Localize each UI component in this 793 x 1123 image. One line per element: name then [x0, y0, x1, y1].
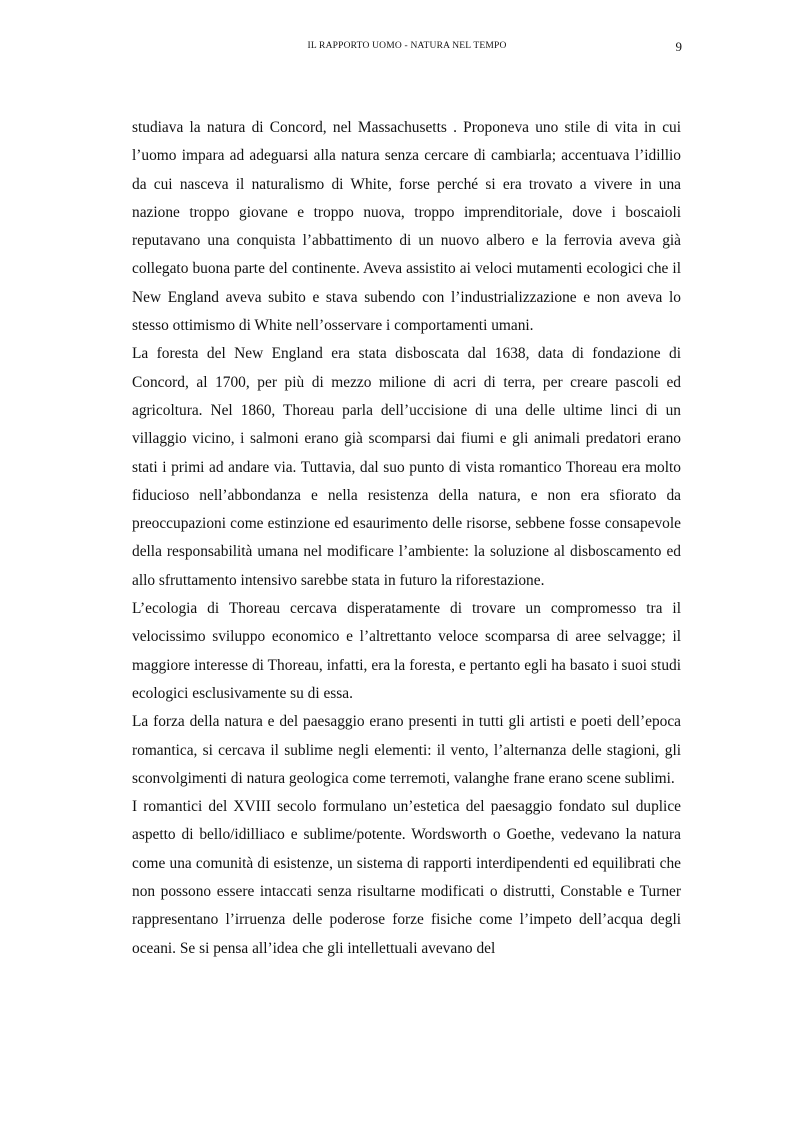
paragraph-4: La forza della natura e del paesaggio erano presenti in tutti gli artisti e poeti dell’epoca romantica, si cercava il sublime negli elementi: il vento, l’alternanza delle stagioni, gli sconvolgimenti di natura geologica come terremoti, valanghe frane erano scene sublimi. [132, 713, 681, 787]
paragraph-1: studiava la natura di Concord, nel Massachusetts . Proponeva uno stile di vita in cui l’uomo impara ad adeguarsi alla natura senza cercare di cambiarla; accentuava l’idillio da cui nasceva il naturalismo di White, forse perché si era trovato a vivere in una nazione troppo giovane e troppo nuova, troppo imprenditoriale, dove i boscaioli reputavano una conquista l’abbattimento di un nuovo albero e la ferrovia aveva già collegato buona parte del continente. Aveva assistito ai veloci mutamenti ecologici che il New England aveva subito e stava subendo con l’industrializzazione e non aveva lo stesso ottimismo di White nell’osservare i comportamenti umani. [132, 119, 681, 335]
paragraph-2: La foresta del New England era stata disboscata dal 1638, data di fondazione di Concord, al 1700, per più di mezzo milione di acri di terra, per creare pascoli ed agricoltura. Nel 1860, Thoreau parla dell’uccisione di una delle ultime linci di un villaggio vicino, i salmoni erano già scomparsi dai fiumi e gli animali predatori erano stati i primi ad andare via. Tuttavia, dal suo punto di vista romantico Thoreau era molto fiducioso nell’abbondanza e nella resistenza della natura, e non era sfiorato da preoccupazioni come estinzione ed esaurimento delle risorse, sebbene fosse consapevole della responsabilità umana nel modificare l’ambiente: la soluzione al disboscamento ed allo sfruttamento intensivo sarebbe stata in futuro la riforestazione. [132, 345, 681, 589]
paragraph-5: I romantici del XVIII secolo formulano un’estetica del paesaggio fondato sul duplice aspetto di bello/idilliaco e sublime/potente. Wordsworth o Goethe, vedevano la natura come una comunità di esistenze, un sistema di rapporti interdipendenti ed equilibrati che non possono essere intaccati senza risultarne modificati o distrutti, Constable e Turner rappresentano l’irruenza delle poderose forze fisiche come l’impeto dell’acqua degli oceani. Se si pensa all’idea che gli intellettuali avevano del [132, 798, 681, 957]
paragraph-3: L’ecologia di Thoreau cercava disperatamente di trovare un compromesso tra il velocissimo sviluppo economico e l’altrettanto veloce scomparsa di aree selvagge; il maggiore interesse di Thoreau, infatti, era la foresta, e pertanto egli ha basato i suoi studi ecologici esclusivamente su di essa. [132, 600, 681, 702]
running-header [132, 40, 682, 56]
running-title: IL RAPPORTO UOMO - NATURA NEL TEMPO [307, 41, 507, 51]
page-number: 9 [675, 39, 682, 54]
body-text [132, 114, 681, 963]
